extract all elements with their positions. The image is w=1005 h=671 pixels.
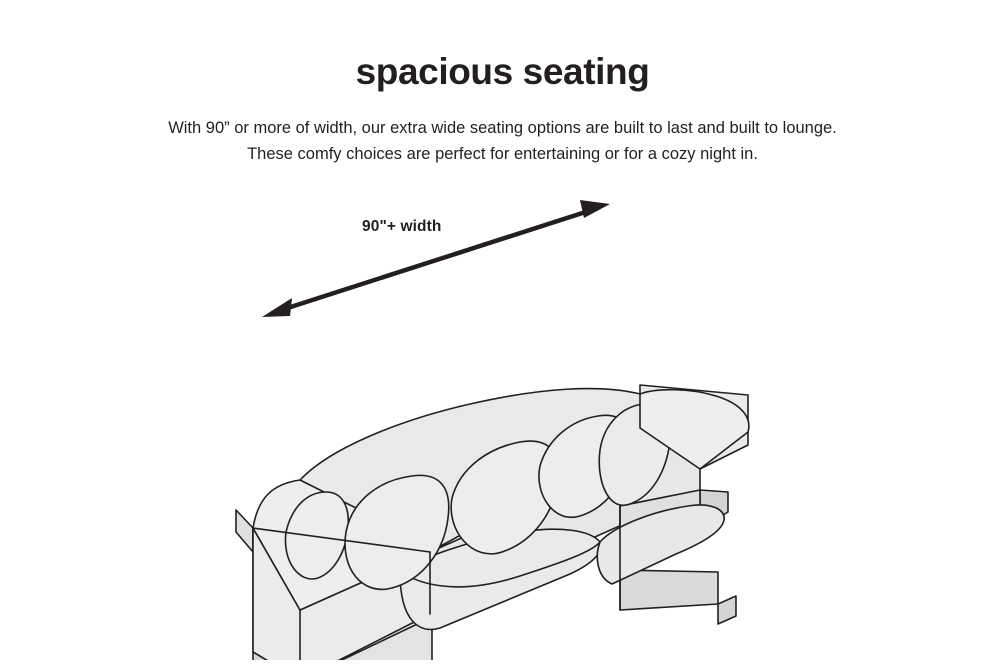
page-title: spacious seating [355, 51, 650, 92]
page-subcopy [0, 116, 1005, 167]
subcopy-line-1: With 90” or more of width, our extra wide seating options are built to last and built to lounge. [168, 119, 837, 137]
width-dimension-label: 90"+ width [362, 218, 442, 235]
width-dimension-arrow [262, 200, 610, 317]
subcopy-line-2: These comfy choices are perfect for entertaining or for a cozy night in. [247, 144, 758, 163]
sofa-illustration [0, 180, 1005, 660]
